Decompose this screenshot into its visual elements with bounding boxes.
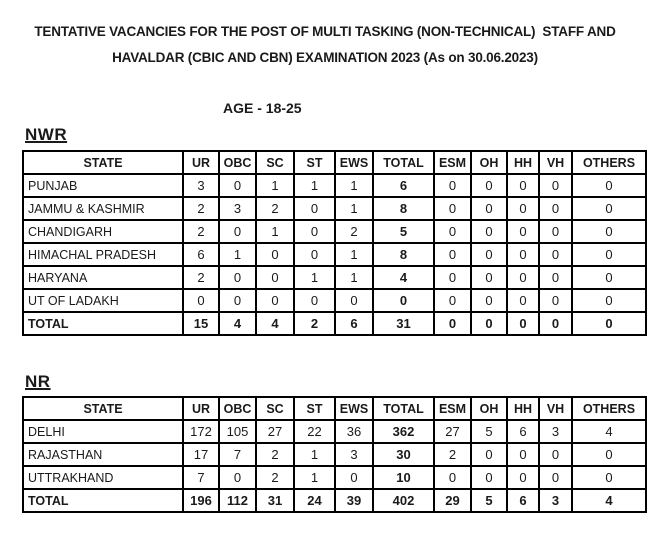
value-cell: 0 bbox=[373, 289, 434, 312]
value-cell: 24 bbox=[294, 489, 335, 512]
value-cell: 6 bbox=[507, 420, 539, 443]
value-cell: 0 bbox=[572, 243, 646, 266]
column-header-state: STATE bbox=[23, 397, 183, 420]
value-cell: 0 bbox=[219, 174, 256, 197]
value-cell: 0 bbox=[471, 289, 507, 312]
value-cell: 1 bbox=[335, 266, 373, 289]
value-cell: 0 bbox=[335, 466, 373, 489]
column-header-ews: EWS bbox=[335, 397, 373, 420]
state-cell: TOTAL bbox=[23, 489, 183, 512]
state-cell: TOTAL bbox=[23, 312, 183, 335]
column-header-ur: UR bbox=[183, 151, 219, 174]
value-cell: 2 bbox=[256, 443, 294, 466]
age-range-label: AGE - 18-25 bbox=[223, 100, 302, 116]
table-header-row bbox=[23, 397, 646, 420]
value-cell: 0 bbox=[507, 466, 539, 489]
value-cell: 0 bbox=[539, 443, 572, 466]
column-header-ews: EWS bbox=[335, 151, 373, 174]
value-cell: 1 bbox=[335, 197, 373, 220]
table-row bbox=[23, 220, 646, 243]
value-cell: 0 bbox=[471, 197, 507, 220]
value-cell: 0 bbox=[539, 197, 572, 220]
value-cell: 2 bbox=[294, 312, 335, 335]
value-cell: 1 bbox=[294, 174, 335, 197]
value-cell: 0 bbox=[256, 266, 294, 289]
column-header-esm: ESM bbox=[434, 397, 471, 420]
value-cell: 4 bbox=[572, 420, 646, 443]
value-cell: 0 bbox=[507, 266, 539, 289]
value-cell: 0 bbox=[335, 289, 373, 312]
value-cell: 0 bbox=[219, 289, 256, 312]
value-cell: 2 bbox=[434, 443, 471, 466]
column-header-state: STATE bbox=[23, 151, 183, 174]
column-header-vh: VH bbox=[539, 151, 572, 174]
value-cell: 2 bbox=[183, 266, 219, 289]
state-cell: HARYANA bbox=[23, 266, 183, 289]
value-cell: 6 bbox=[373, 174, 434, 197]
value-cell: 8 bbox=[373, 243, 434, 266]
value-cell: 31 bbox=[256, 489, 294, 512]
value-cell: 0 bbox=[219, 220, 256, 243]
value-cell: 0 bbox=[471, 266, 507, 289]
column-header-sc: SC bbox=[256, 151, 294, 174]
value-cell: 0 bbox=[434, 197, 471, 220]
document-title-line-2: HAVALDAR (CBIC AND CBN) EXAMINATION 2023 (As on 30.06.2023) bbox=[112, 50, 538, 65]
value-cell: 7 bbox=[183, 466, 219, 489]
value-cell: 172 bbox=[183, 420, 219, 443]
value-cell: 39 bbox=[335, 489, 373, 512]
column-header-ur: UR bbox=[183, 397, 219, 420]
value-cell: 0 bbox=[572, 197, 646, 220]
value-cell: 402 bbox=[373, 489, 434, 512]
value-cell: 0 bbox=[507, 174, 539, 197]
value-cell: 0 bbox=[507, 312, 539, 335]
column-header-sc: SC bbox=[256, 397, 294, 420]
value-cell: 29 bbox=[434, 489, 471, 512]
value-cell: 0 bbox=[539, 289, 572, 312]
value-cell: 0 bbox=[219, 466, 256, 489]
value-cell: 362 bbox=[373, 420, 434, 443]
value-cell: 0 bbox=[572, 466, 646, 489]
state-cell: HIMACHAL PRADESH bbox=[23, 243, 183, 266]
table-row bbox=[23, 466, 646, 489]
column-header-others: OTHERS bbox=[572, 151, 646, 174]
state-cell: UT OF LADAKH bbox=[23, 289, 183, 312]
value-cell: 0 bbox=[572, 220, 646, 243]
value-cell: 196 bbox=[183, 489, 219, 512]
table-row bbox=[23, 443, 646, 466]
value-cell: 1 bbox=[335, 174, 373, 197]
value-cell: 0 bbox=[471, 312, 507, 335]
value-cell: 4 bbox=[219, 312, 256, 335]
table-row bbox=[23, 266, 646, 289]
value-cell: 2 bbox=[256, 197, 294, 220]
value-cell: 0 bbox=[539, 243, 572, 266]
value-cell: 0 bbox=[471, 174, 507, 197]
value-cell: 27 bbox=[434, 420, 471, 443]
value-cell: 5 bbox=[471, 420, 507, 443]
value-cell: 3 bbox=[183, 174, 219, 197]
state-cell: CHANDIGARH bbox=[23, 220, 183, 243]
column-header-obc: OBC bbox=[219, 397, 256, 420]
value-cell: 22 bbox=[294, 420, 335, 443]
value-cell: 0 bbox=[539, 220, 572, 243]
value-cell: 2 bbox=[256, 466, 294, 489]
value-cell: 0 bbox=[471, 243, 507, 266]
value-cell: 0 bbox=[471, 220, 507, 243]
value-cell: 2 bbox=[183, 220, 219, 243]
value-cell: 0 bbox=[294, 243, 335, 266]
value-cell: 0 bbox=[572, 289, 646, 312]
value-cell: 0 bbox=[572, 312, 646, 335]
value-cell: 0 bbox=[471, 466, 507, 489]
state-cell: PUNJAB bbox=[23, 174, 183, 197]
value-cell: 7 bbox=[219, 443, 256, 466]
value-cell: 3 bbox=[539, 420, 572, 443]
value-cell: 3 bbox=[219, 197, 256, 220]
value-cell: 6 bbox=[183, 243, 219, 266]
value-cell: 6 bbox=[335, 312, 373, 335]
value-cell: 1 bbox=[294, 443, 335, 466]
value-cell: 0 bbox=[256, 243, 294, 266]
value-cell: 10 bbox=[373, 466, 434, 489]
table-row bbox=[23, 174, 646, 197]
value-cell: 0 bbox=[294, 289, 335, 312]
column-header-oh: OH bbox=[471, 397, 507, 420]
column-header-total: TOTAL bbox=[373, 397, 434, 420]
column-header-total: TOTAL bbox=[373, 151, 434, 174]
total-row bbox=[23, 489, 646, 512]
table-header-row bbox=[23, 151, 646, 174]
value-cell: 0 bbox=[434, 466, 471, 489]
value-cell: 4 bbox=[572, 489, 646, 512]
value-cell: 0 bbox=[434, 289, 471, 312]
value-cell: 0 bbox=[434, 220, 471, 243]
region-heading-nwr: NWR bbox=[25, 125, 68, 144]
value-cell: 0 bbox=[294, 197, 335, 220]
table-header-row bbox=[23, 151, 646, 174]
value-cell: 4 bbox=[373, 266, 434, 289]
value-cell: 30 bbox=[373, 443, 434, 466]
value-cell: 1 bbox=[256, 174, 294, 197]
value-cell: 1 bbox=[294, 466, 335, 489]
value-cell: 5 bbox=[373, 220, 434, 243]
value-cell: 6 bbox=[507, 489, 539, 512]
table-body bbox=[23, 174, 646, 335]
value-cell: 0 bbox=[434, 174, 471, 197]
value-cell: 0 bbox=[471, 443, 507, 466]
region-heading-nr: NR bbox=[25, 372, 51, 391]
column-header-st: ST bbox=[294, 151, 335, 174]
value-cell: 105 bbox=[219, 420, 256, 443]
value-cell: 3 bbox=[335, 443, 373, 466]
value-cell: 31 bbox=[373, 312, 434, 335]
vacancies-table-nwr bbox=[22, 150, 647, 336]
value-cell: 2 bbox=[183, 197, 219, 220]
column-header-others: OTHERS bbox=[572, 397, 646, 420]
column-header-oh: OH bbox=[471, 151, 507, 174]
column-header-obc: OBC bbox=[219, 151, 256, 174]
value-cell: 0 bbox=[507, 243, 539, 266]
document-title-line-1: TENTATIVE VACANCIES FOR THE POST OF MULTI TASKING (NON-TECHNICAL) STAFF AND bbox=[34, 24, 616, 39]
state-cell: UTTRAKHAND bbox=[23, 466, 183, 489]
value-cell: 112 bbox=[219, 489, 256, 512]
value-cell: 0 bbox=[572, 266, 646, 289]
value-cell: 27 bbox=[256, 420, 294, 443]
value-cell: 0 bbox=[507, 197, 539, 220]
value-cell: 4 bbox=[256, 312, 294, 335]
state-cell: RAJASTHAN bbox=[23, 443, 183, 466]
value-cell: 0 bbox=[572, 443, 646, 466]
value-cell: 0 bbox=[539, 266, 572, 289]
value-cell: 0 bbox=[507, 289, 539, 312]
value-cell: 0 bbox=[539, 312, 572, 335]
table-row bbox=[23, 243, 646, 266]
value-cell: 17 bbox=[183, 443, 219, 466]
table-row bbox=[23, 420, 646, 443]
value-cell: 15 bbox=[183, 312, 219, 335]
state-cell: DELHI bbox=[23, 420, 183, 443]
value-cell: 36 bbox=[335, 420, 373, 443]
value-cell: 1 bbox=[219, 243, 256, 266]
column-header-vh: VH bbox=[539, 397, 572, 420]
value-cell: 0 bbox=[507, 220, 539, 243]
column-header-esm: ESM bbox=[434, 151, 471, 174]
state-cell: JAMMU & KASHMIR bbox=[23, 197, 183, 220]
column-header-hh: HH bbox=[507, 151, 539, 174]
value-cell: 0 bbox=[572, 174, 646, 197]
value-cell: 0 bbox=[539, 466, 572, 489]
value-cell: 0 bbox=[539, 174, 572, 197]
value-cell: 1 bbox=[256, 220, 294, 243]
value-cell: 1 bbox=[294, 266, 335, 289]
value-cell: 3 bbox=[539, 489, 572, 512]
value-cell: 0 bbox=[219, 266, 256, 289]
value-cell: 5 bbox=[471, 489, 507, 512]
value-cell: 2 bbox=[335, 220, 373, 243]
value-cell: 0 bbox=[434, 312, 471, 335]
table-row bbox=[23, 197, 646, 220]
value-cell: 0 bbox=[294, 220, 335, 243]
value-cell: 0 bbox=[183, 289, 219, 312]
column-header-hh: HH bbox=[507, 397, 539, 420]
value-cell: 8 bbox=[373, 197, 434, 220]
value-cell: 0 bbox=[434, 266, 471, 289]
total-row bbox=[23, 312, 646, 335]
table-header-row bbox=[23, 397, 646, 420]
table-row bbox=[23, 289, 646, 312]
vacancies-table-nr bbox=[22, 396, 647, 513]
value-cell: 0 bbox=[256, 289, 294, 312]
column-header-st: ST bbox=[294, 397, 335, 420]
value-cell: 1 bbox=[335, 243, 373, 266]
value-cell: 0 bbox=[434, 243, 471, 266]
value-cell: 0 bbox=[507, 443, 539, 466]
table-body bbox=[23, 420, 646, 512]
